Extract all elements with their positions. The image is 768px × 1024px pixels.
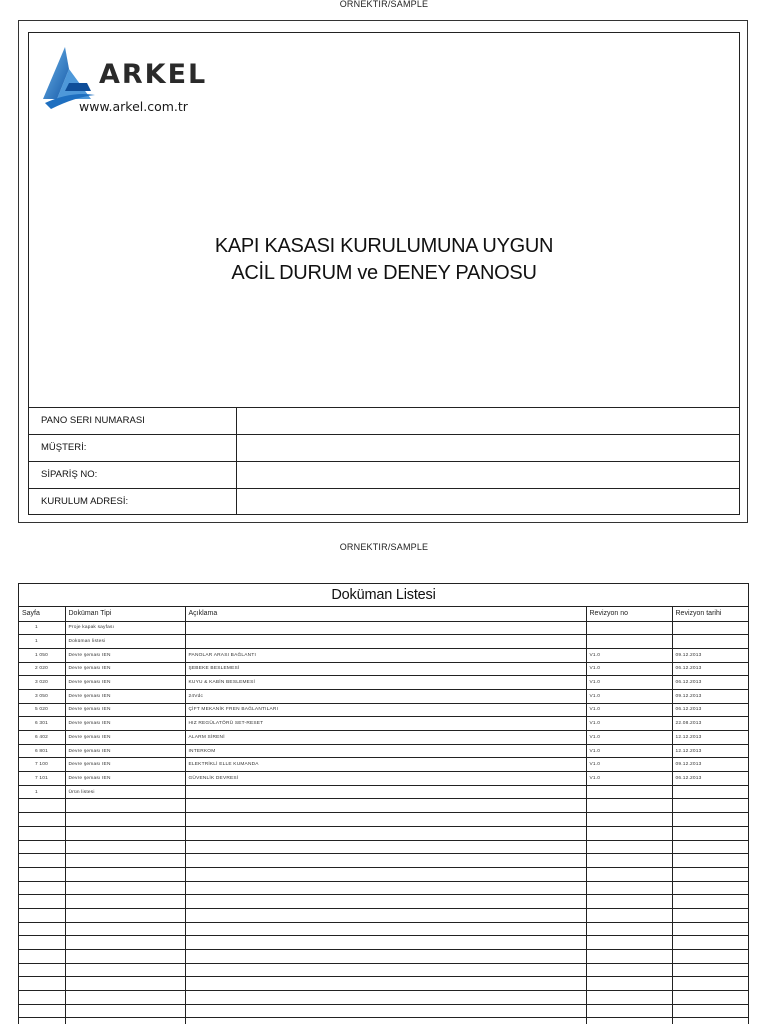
empty-cell <box>672 799 748 813</box>
cell-doc-type: Proje kapak sayfası <box>65 621 185 635</box>
empty-table-row <box>19 813 748 827</box>
document-list-title: Doküman Listesi <box>19 584 748 607</box>
cell-page: 7 101 <box>19 772 65 786</box>
cell-page: 3 050 <box>19 689 65 703</box>
empty-cell <box>185 895 586 909</box>
empty-cell <box>586 936 672 950</box>
cell-description: ÇİFT MEKANİK FREN BAĞLANTILARI <box>185 703 586 717</box>
cell-doc-type: Devre şeması IEN <box>65 689 185 703</box>
table-row <box>19 689 748 703</box>
cell-page: 7 100 <box>19 758 65 772</box>
empty-cell <box>19 826 65 840</box>
cell-doc-type: Devre şeması IEN <box>65 758 185 772</box>
empty-cell <box>672 922 748 936</box>
info-row <box>29 488 739 515</box>
field-value <box>236 461 739 488</box>
empty-cell <box>672 950 748 964</box>
empty-table-row <box>19 867 748 881</box>
empty-cell <box>65 840 185 854</box>
cell-revision-date: 09.12.2013 <box>672 758 748 772</box>
cell-revision-date: 09.12.2013 <box>672 648 748 662</box>
empty-table-row <box>19 977 748 991</box>
cover-title <box>29 233 739 287</box>
empty-cell <box>19 799 65 813</box>
empty-cell <box>586 854 672 868</box>
empty-cell <box>586 991 672 1005</box>
field-label: SİPARİŞ NO: <box>29 461 236 488</box>
website-url: www.arkel.com.tr <box>79 99 188 114</box>
table-row <box>19 744 748 758</box>
empty-table-row <box>19 1004 748 1018</box>
cell-description: PANOLAR ARASI BAĞLANTI <box>185 648 586 662</box>
field-label: PANO SERI NUMARASI <box>29 408 236 435</box>
empty-cell <box>19 1018 65 1024</box>
cell-doc-type: Devre şeması IEN <box>65 703 185 717</box>
cell-revision-date <box>672 621 748 635</box>
cell-page: 6 801 <box>19 744 65 758</box>
cell-revision-date: 22.08.2013 <box>672 717 748 731</box>
empty-cell <box>19 936 65 950</box>
empty-cell <box>185 813 586 827</box>
logo-wordmark: ARKEL <box>99 59 208 90</box>
empty-cell <box>672 1018 748 1024</box>
empty-cell <box>65 963 185 977</box>
empty-cell <box>586 826 672 840</box>
empty-cell <box>672 1004 748 1018</box>
empty-cell <box>65 977 185 991</box>
table-row <box>19 731 748 745</box>
cell-doc-type: Doküman listesi <box>65 635 185 649</box>
cell-doc-type: Devre şeması IEN <box>65 648 185 662</box>
column-header-doc-type: Doküman Tipi <box>65 607 185 621</box>
cell-doc-type: Devre şeması IEN <box>65 662 185 676</box>
watermark-middle: ORNEKTIR/SAMPLE <box>339 542 429 552</box>
cell-description: ŞEBEKE BESLEMESİ <box>185 662 586 676</box>
empty-cell <box>185 1018 586 1024</box>
cover-sheet <box>18 20 748 523</box>
cell-page: 6 402 <box>19 731 65 745</box>
field-label: MÜŞTERİ: <box>29 434 236 461</box>
cell-description: KUYU & KABİN BESLEMESİ <box>185 676 586 690</box>
info-row <box>29 434 739 461</box>
empty-cell <box>19 977 65 991</box>
cell-revision-no: V1.0 <box>586 676 672 690</box>
cell-revision-no: V1.0 <box>586 744 672 758</box>
empty-table-row <box>19 936 748 950</box>
empty-table-row <box>19 826 748 840</box>
empty-cell <box>586 963 672 977</box>
empty-cell <box>672 908 748 922</box>
table-row <box>19 662 748 676</box>
info-row <box>29 461 739 488</box>
table-row <box>19 758 748 772</box>
empty-cell <box>586 813 672 827</box>
cell-revision-no: V1.0 <box>586 731 672 745</box>
table-header-row <box>19 607 748 621</box>
empty-cell <box>19 950 65 964</box>
empty-cell <box>672 936 748 950</box>
empty-cell <box>65 936 185 950</box>
cell-revision-no: V1.0 <box>586 689 672 703</box>
cell-description: ELEKTRİKLİ ELLE KUMANDA <box>185 758 586 772</box>
empty-cell <box>586 977 672 991</box>
empty-cell <box>672 991 748 1005</box>
empty-table-row <box>19 991 748 1005</box>
document-table <box>19 607 748 1024</box>
info-row <box>29 408 739 435</box>
table-row <box>19 717 748 731</box>
cell-revision-no <box>586 785 672 799</box>
empty-cell <box>19 854 65 868</box>
empty-table-row <box>19 950 748 964</box>
cover-title-line1: KAPI KASASI KURULUMUNA UYGUN <box>214 235 554 257</box>
column-header-page: Sayfa <box>19 607 65 621</box>
cell-doc-type: Devre şeması IEN <box>65 744 185 758</box>
empty-cell <box>19 922 65 936</box>
empty-cell <box>672 840 748 854</box>
cell-page: 3 020 <box>19 676 65 690</box>
empty-cell <box>65 950 185 964</box>
empty-cell <box>185 867 586 881</box>
cell-revision-date: 12.12.2013 <box>672 731 748 745</box>
empty-cell <box>672 881 748 895</box>
cell-revision-date: 12.12.2013 <box>672 744 748 758</box>
empty-cell <box>586 908 672 922</box>
empty-cell <box>185 936 586 950</box>
cover-frame <box>28 32 740 515</box>
empty-cell <box>19 867 65 881</box>
cell-description <box>185 785 586 799</box>
empty-table-row <box>19 799 748 813</box>
empty-cell <box>185 799 586 813</box>
empty-cell <box>672 895 748 909</box>
cell-page: 2 020 <box>19 662 65 676</box>
cell-page: 1 <box>19 621 65 635</box>
empty-cell <box>19 881 65 895</box>
field-value <box>236 434 739 461</box>
cell-description: 24Vdc <box>185 689 586 703</box>
empty-cell <box>586 950 672 964</box>
cell-revision-no: V1.0 <box>586 772 672 786</box>
cell-doc-type: Devre şeması IEN <box>65 772 185 786</box>
cell-description: INTERKOM <box>185 744 586 758</box>
empty-cell <box>65 1004 185 1018</box>
empty-table-row <box>19 1018 748 1024</box>
empty-cell <box>586 867 672 881</box>
cell-doc-type: Devre şeması IEN <box>65 731 185 745</box>
cell-doc-type: Devre şeması IEN <box>65 717 185 731</box>
field-value <box>236 408 739 435</box>
empty-cell <box>185 881 586 895</box>
empty-table-row <box>19 854 748 868</box>
cell-revision-date: 06.12.2013 <box>672 662 748 676</box>
cell-revision-date: 06.12.2013 <box>672 772 748 786</box>
empty-cell <box>672 854 748 868</box>
empty-cell <box>19 813 65 827</box>
empty-table-row <box>19 840 748 854</box>
empty-cell <box>586 840 672 854</box>
cell-revision-no: V1.0 <box>586 758 672 772</box>
cell-revision-date: 09.12.2013 <box>672 689 748 703</box>
cell-description: GÜVENLİK DEVRESİ <box>185 772 586 786</box>
empty-table-row <box>19 922 748 936</box>
table-row <box>19 635 748 649</box>
table-row <box>19 785 748 799</box>
cell-doc-type: Ürün listesi <box>65 785 185 799</box>
empty-cell <box>65 854 185 868</box>
empty-cell <box>185 826 586 840</box>
document-list <box>18 583 749 1024</box>
cell-description <box>185 621 586 635</box>
empty-cell <box>19 1004 65 1018</box>
empty-cell <box>672 867 748 881</box>
cell-page: 1 050 <box>19 648 65 662</box>
cell-doc-type: Devre şeması IEN <box>65 676 185 690</box>
info-table <box>29 407 739 515</box>
empty-cell <box>672 963 748 977</box>
table-row <box>19 772 748 786</box>
empty-table-row <box>19 881 748 895</box>
table-row <box>19 676 748 690</box>
table-row <box>19 621 748 635</box>
column-header-revision-no: Revizyon no <box>586 607 672 621</box>
cell-revision-date <box>672 635 748 649</box>
empty-cell <box>65 881 185 895</box>
cell-revision-date: 06.12.2013 <box>672 676 748 690</box>
empty-cell <box>185 977 586 991</box>
cell-description: HIZ REGÜLATÖRÜ SET-RESET <box>185 717 586 731</box>
cell-revision-date: 06.12.2013 <box>672 703 748 717</box>
empty-cell <box>19 908 65 922</box>
field-label: KURULUM ADRESİ: <box>29 488 236 515</box>
empty-cell <box>19 963 65 977</box>
cell-page: 6 301 <box>19 717 65 731</box>
table-row <box>19 703 748 717</box>
cell-page: 5 020 <box>19 703 65 717</box>
empty-cell <box>586 922 672 936</box>
document-table-body <box>19 621 748 1024</box>
empty-cell <box>185 991 586 1005</box>
column-header-description: Açıklama <box>185 607 586 621</box>
cell-description: ALARM SİRENİ <box>185 731 586 745</box>
empty-cell <box>65 813 185 827</box>
empty-cell <box>185 922 586 936</box>
empty-cell <box>586 1018 672 1024</box>
cell-revision-no <box>586 635 672 649</box>
empty-cell <box>185 908 586 922</box>
empty-cell <box>586 881 672 895</box>
empty-cell <box>65 867 185 881</box>
empty-cell <box>185 963 586 977</box>
empty-cell <box>65 895 185 909</box>
empty-cell <box>65 799 185 813</box>
empty-cell <box>185 1004 586 1018</box>
cell-page: 1 <box>19 785 65 799</box>
table-row <box>19 648 748 662</box>
empty-cell <box>185 950 586 964</box>
empty-cell <box>586 1004 672 1018</box>
cell-revision-date <box>672 785 748 799</box>
cell-revision-no: V1.0 <box>586 662 672 676</box>
empty-cell <box>185 840 586 854</box>
column-header-revision-date: Revizyon tarihi <box>672 607 748 621</box>
empty-cell <box>65 1018 185 1024</box>
empty-cell <box>19 840 65 854</box>
cell-revision-no: V1.0 <box>586 648 672 662</box>
empty-cell <box>185 854 586 868</box>
cover-title-line2: ACİL DURUM ve DENEY PANOSU <box>231 262 537 284</box>
empty-cell <box>586 895 672 909</box>
empty-table-row <box>19 895 748 909</box>
cell-revision-no: V1.0 <box>586 703 672 717</box>
empty-cell <box>65 991 185 1005</box>
field-value <box>236 488 739 515</box>
cell-page: 1 <box>19 635 65 649</box>
empty-cell <box>65 922 185 936</box>
empty-cell <box>586 799 672 813</box>
empty-table-row <box>19 963 748 977</box>
empty-cell <box>672 977 748 991</box>
empty-cell <box>19 991 65 1005</box>
empty-cell <box>65 908 185 922</box>
empty-cell <box>65 826 185 840</box>
empty-table-row <box>19 908 748 922</box>
cell-revision-no <box>586 621 672 635</box>
cell-description <box>185 635 586 649</box>
empty-cell <box>672 826 748 840</box>
empty-cell <box>19 895 65 909</box>
watermark-top: ORNEKTIR/SAMPLE <box>339 0 429 9</box>
cell-revision-no: V1.0 <box>586 717 672 731</box>
empty-cell <box>672 813 748 827</box>
